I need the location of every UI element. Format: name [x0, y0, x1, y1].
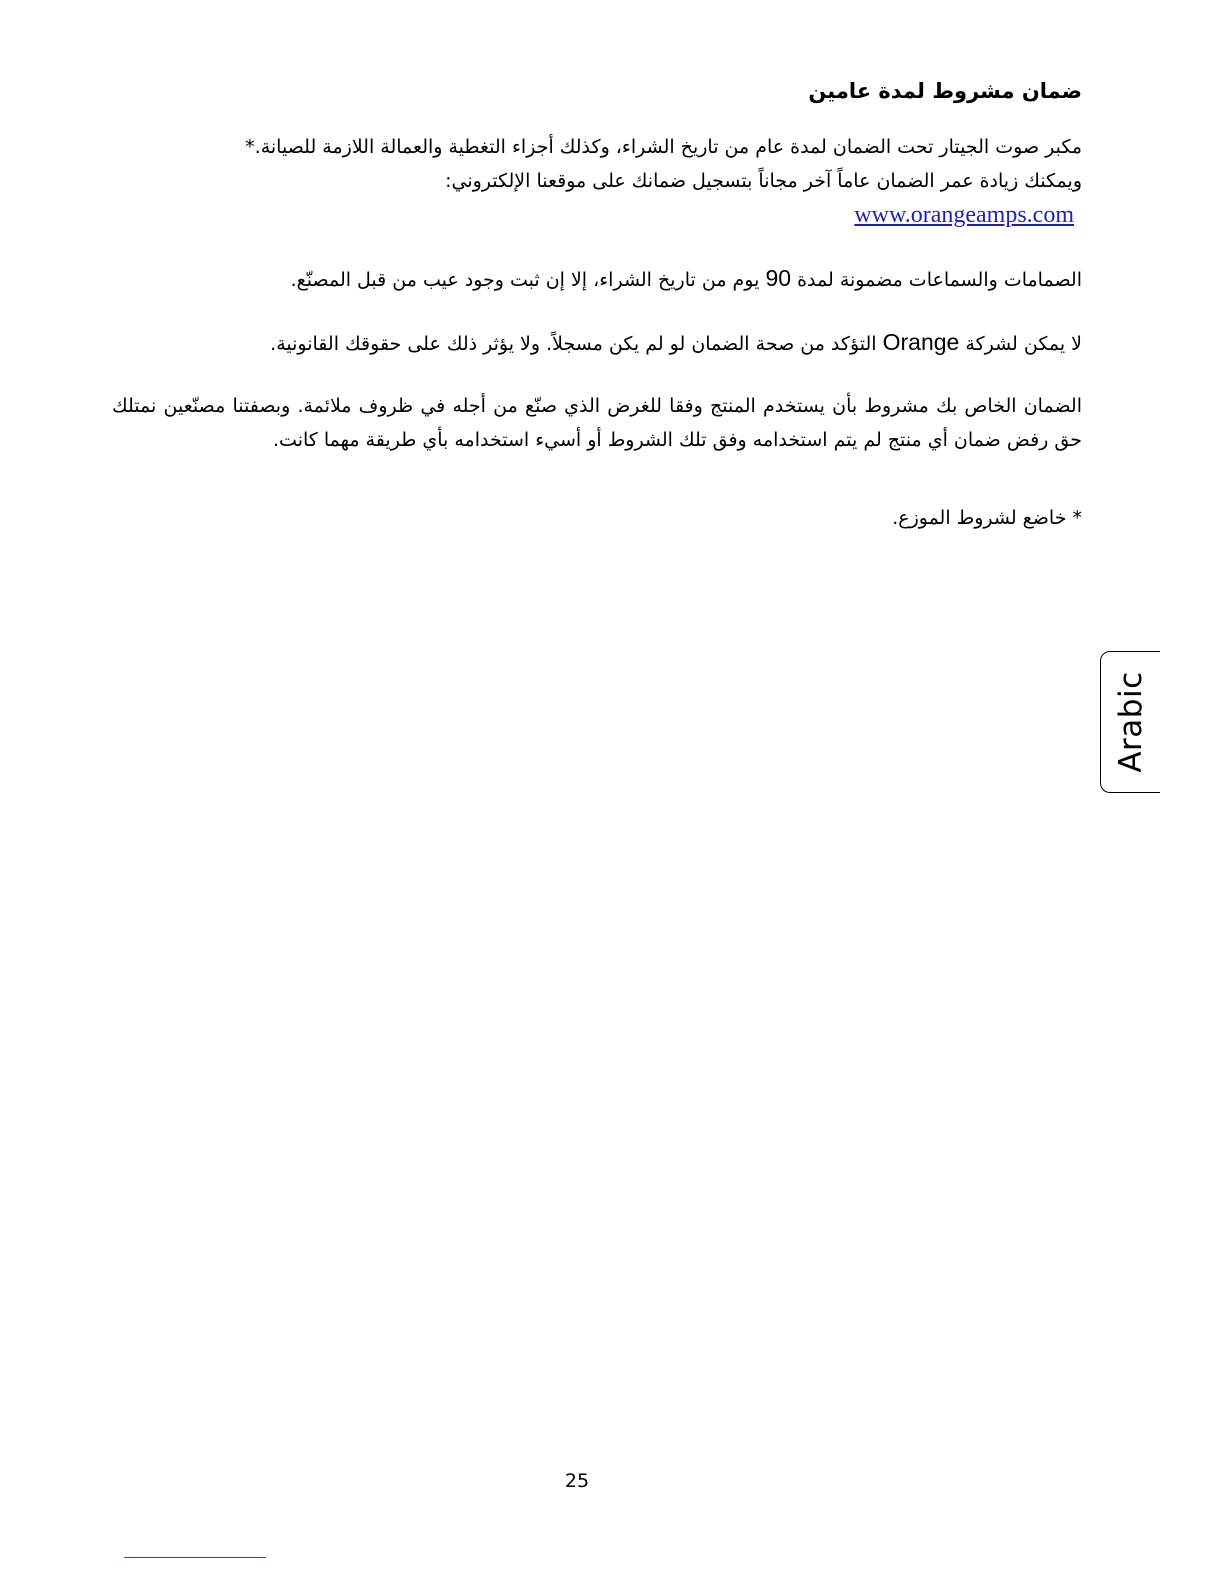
brand-name: Orange [882, 329, 960, 355]
paragraph-2-before-number: الصمامات والسماعات مضمونة لمدة [797, 269, 1082, 291]
language-side-tab [1100, 651, 1160, 793]
language-tab-label: Arabic [1112, 671, 1149, 773]
paragraph-2-number: 90 [765, 265, 792, 291]
footnote: * خاضع لشروط الموزع. [892, 507, 1082, 529]
paragraph-1-line-2: ويمكنك زيادة عمر الضمان عاماً آخر مجاناً بتسجيل ضمانك على موقعنا الإلكتروني: [445, 170, 1082, 192]
paragraph-3-before-brand: لا يمكن لشركة [965, 333, 1082, 355]
footer-divider [124, 1557, 266, 1558]
website-link[interactable]: www.orangeamps.com [854, 202, 1074, 228]
paragraph-3-after-brand: التؤكد من صحة الضمان لو لم يكن مسجلاً. ولا يؤثر ذلك على حقوقك القانونية. [270, 333, 877, 355]
paragraph-conditions: الضمان الخاص بك مشروط بأن يستخدم المنتج وفقا للغرض الذي صنّع من أجله في ظروف ملائمة. وبصفتنا مصنّعين نمتلك حق رفض ضمان أي منتج لم يتم استخدامه وفق تلك الشروط أو أسيء استخدامه بأي طريقة مهما كانت. [112, 395, 1082, 451]
page-number: 25 [564, 1470, 590, 1492]
paragraph-registration [112, 325, 1082, 361]
paragraph-1-line-1: مكبر صوت الجيتار تحت الضمان لمدة عام من تاريخ الشراء، وكذلك أجزاء التغطية والعمالة اللازمة للصيانة.* [245, 136, 1082, 158]
warranty-content [112, 74, 1082, 535]
paragraph-tubes-speakers [112, 261, 1082, 297]
paragraph-2-after-number: يوم من تاريخ الشراء، إلا إن ثبت وجود عيب من قبل المصنّع. [290, 269, 760, 291]
website-link-row [112, 198, 1074, 233]
paragraph-warranty-period [112, 130, 1082, 233]
page-title: ضمان مشروط لمدة عامين [808, 79, 1082, 103]
